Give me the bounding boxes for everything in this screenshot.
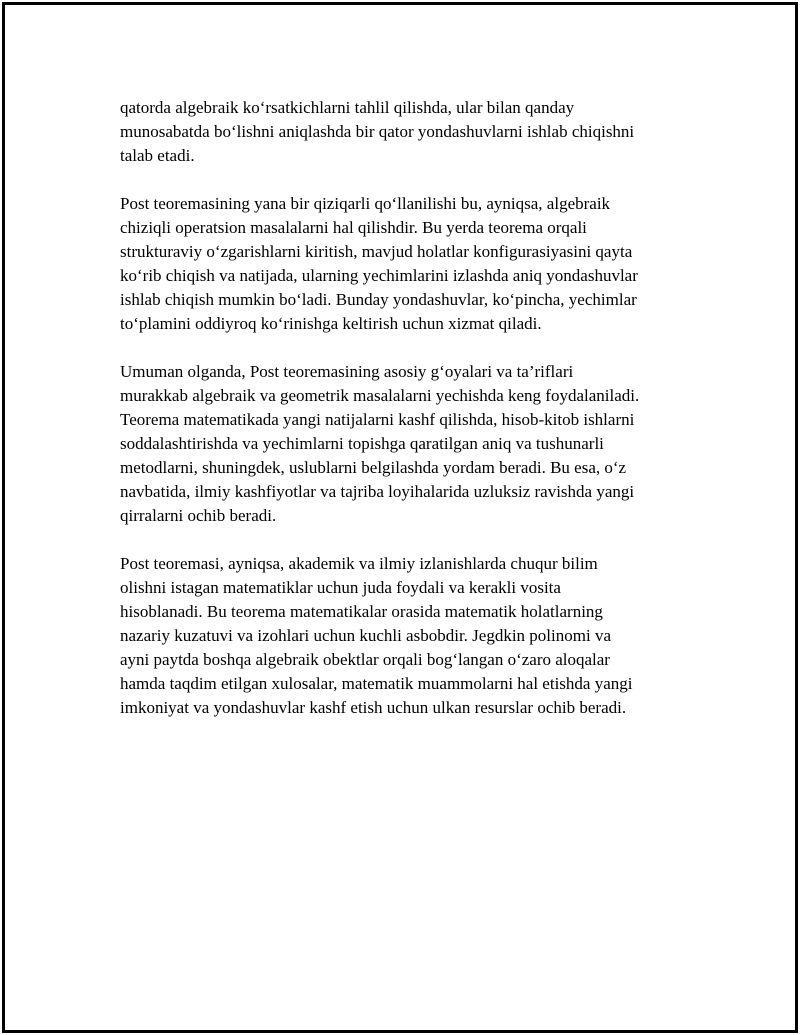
paragraph-3: Umuman olganda, Post teoremasining asosiy g‘oyalari va ta’riflari murakkab algebraik va geometrik masalalarni yechishda keng foydalaniladi. Teorema matematikada yangi natijalarni kashf qilishda, hisob-kitob ishlarni soddalashtirishda va yechimlarni topishga qaratilgan aniq va tushunarli metodlarni, shuningdek, uslublarni belgilashda yordam beradi. Bu esa, o‘z navbatida, ilmiy kashfiyotlar va tajriba loyihalarida uzluksiz ravishda yangi qirralarni ochib beradi. bbox=[120, 362, 640, 525]
paragraph-1: qatorda algebraik ko‘rsatkichlarni tahlil qilishda, ular bilan qanday munosabatda bo‘lishni aniqlashda bir qator yondashuvlarni ishlab chiqishni talab etadi. bbox=[120, 98, 635, 165]
paragraph-4: Post teoremasi, ayniqsa, akademik va ilmiy izlanishlarda chuqur bilim olishni istagan matematiklar uchun juda foydali va kerakli vosita hisoblanadi. Bu teorema matematikalar orasida matematik holatlarning nazariy kuzatuvi va izohlari uchun kuchli asbobdir. Jegdkin polinomi va ayni paytda boshqa algebraik obektlar orqali bog‘langan o‘zaro aloqalar hamda taqdim etilgan xulosalar, matematik muammolarni hal etishda yangi imkoniyat va yondashuvlar kashf etish uchun ulkan resurslar ochib beradi. bbox=[120, 554, 633, 717]
document-page bbox=[2, 2, 798, 1033]
paragraph-2: Post teoremasining yana bir qiziqarli qo‘llanilishi bu, ayniqsa, algebraik chiziqli operatsion masalalarni hal qilishdir. Bu yerda teorema orqali strukturaviy o‘zgarishlarni kiritish, mavjud holatlar konfigurasiyasini qayta ko‘rib chiqish va natijada, ularning yechimlarini izlashda aniq yondashuvlar ishlab chiqish mumkin bo‘ladi. Bunday yondashuvlar, ko‘pincha, yechimlar to‘plamini oddiyroq ko‘rinishga keltirish uchun xizmat qiladi. bbox=[120, 194, 638, 333]
document-body bbox=[120, 96, 685, 744]
